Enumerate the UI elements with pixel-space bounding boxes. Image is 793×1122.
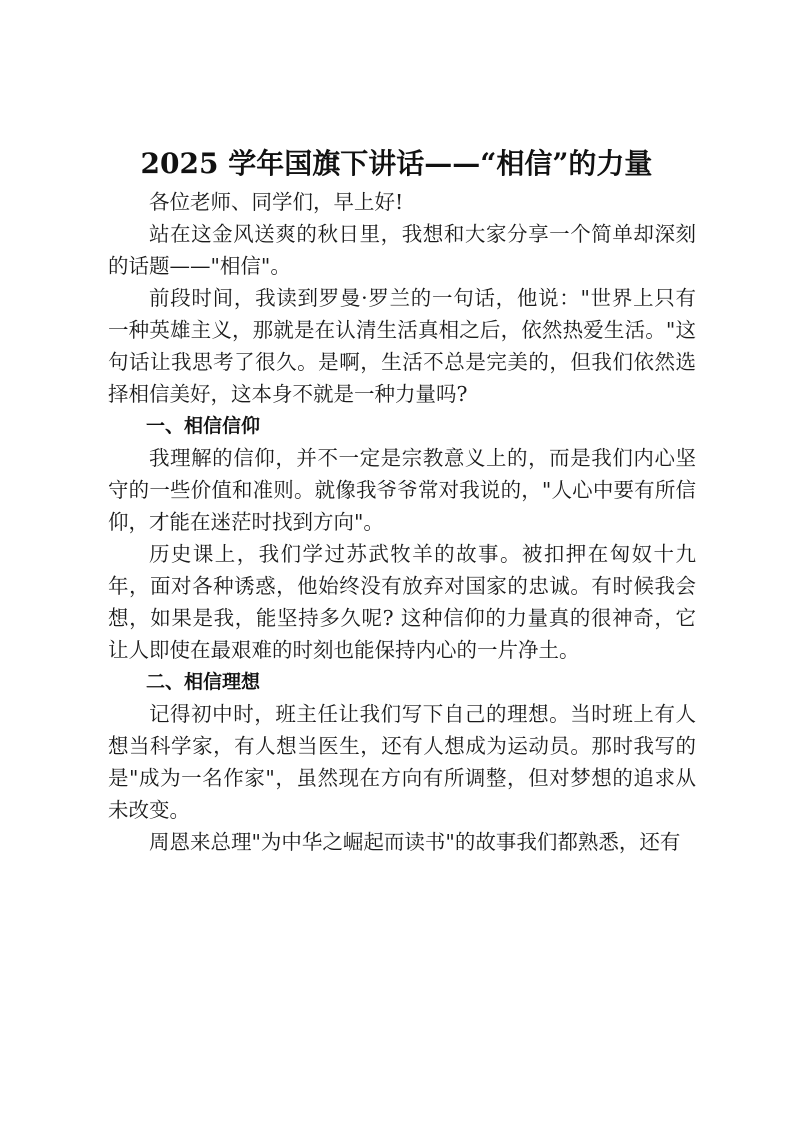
faith-paragraph-2: 历史课上，我们学过苏武牧羊的故事。被扣押在匈奴十九年，面对各种诱惑，他始终没有放弃对国家的忠诚。有时候我会想，如果是我，能坚持多久呢? 这种信仰的力量真的很神奇，它让人即使在最艰难的时刻也能保持内心的一片净土。 <box>108 542 696 662</box>
intro-paragraph-1: 站在这金风送爽的秋日里，我想和大家分享一个简单却深刻的话题——"相信"。 <box>108 222 696 278</box>
speech-body <box>108 186 696 858</box>
section-heading-faith: 一、相信信仰 <box>146 415 261 437</box>
intro-paragraph-2: 前段时间，我读到罗曼·罗兰的一句话，他说："世界上只有一种英雄主义，那就是在认清生活真相之后，依然热爱生活。"这句话让我思考了很久。是啊，生活不总是完美的，但我们依然选择相信美好，这本身不就是一种力量吗? <box>108 286 696 406</box>
page-title: 2025 学年国旗下讲话——“相信”的力量 <box>140 147 653 180</box>
ideals-paragraph-2: 周恩来总理"为中华之崛起而读书"的故事我们都熟悉，还有 <box>149 830 681 854</box>
faith-paragraph-1: 我理解的信仰，并不一定是宗教意义上的，而是我们内心坚守的一些价值和准则。就像我爷爷常对我说的，"人心中要有所信仰，才能在迷茫时找到方向"。 <box>108 446 696 534</box>
greeting-paragraph: 各位老师、同学们，早上好! <box>149 190 404 214</box>
section-heading-ideals: 二、相信理想 <box>146 671 261 693</box>
ideals-paragraph-1: 记得初中时，班主任让我们写下自己的理想。当时班上有人想当科学家，有人想当医生，还有人想成为运动员。那时我写的是"成为一名作家"，虽然现在方向有所调整，但对梦想的追求从未改变。 <box>108 702 696 822</box>
